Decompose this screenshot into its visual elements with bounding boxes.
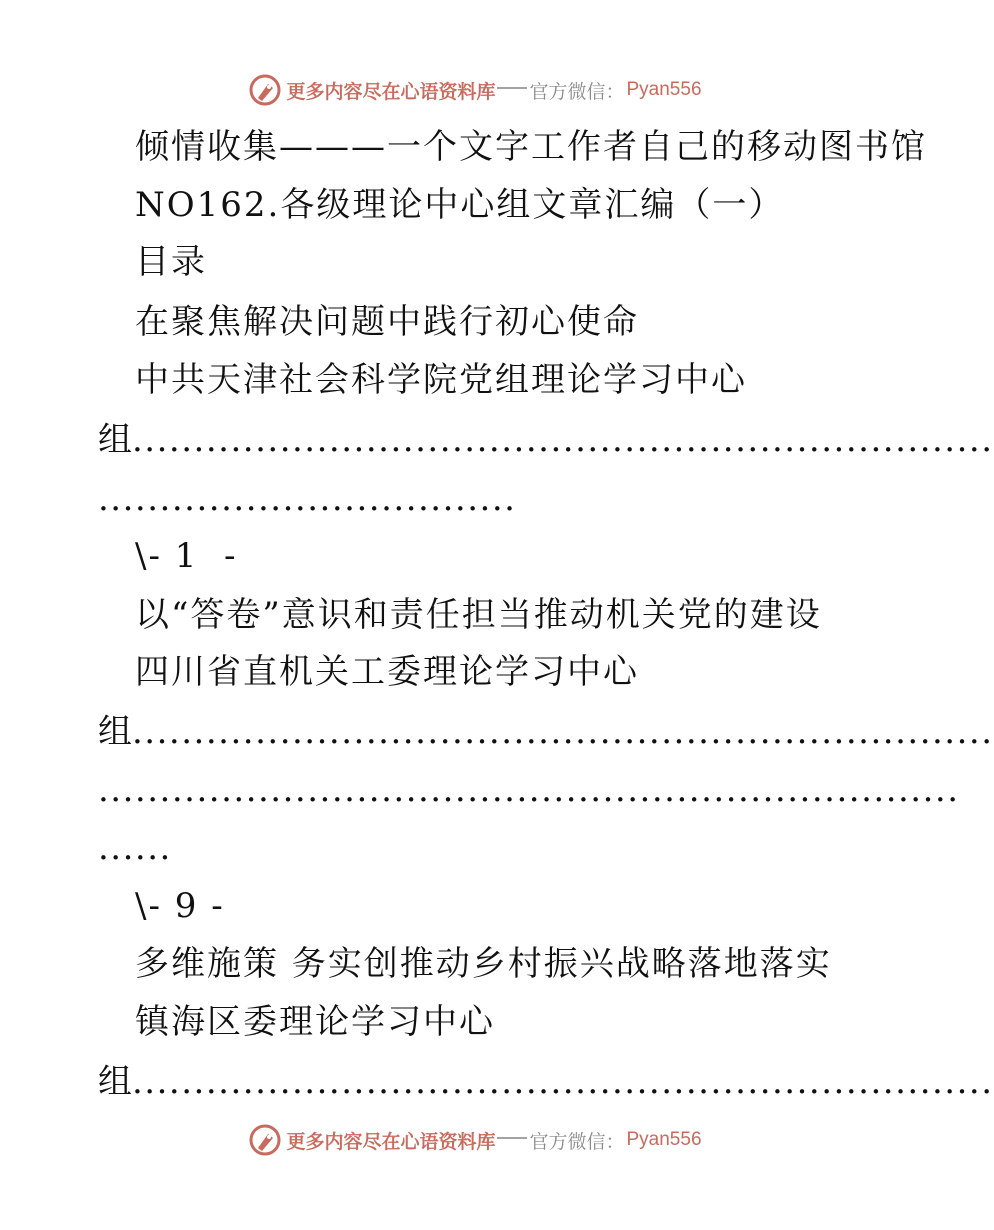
toc-entry-title[interactable]: 多维施策 务实创推动乡村振兴战略落地落实 xyxy=(135,944,832,984)
watermark-brand-text: 更多内容尽在心语资料库 xyxy=(286,1130,496,1153)
toc-leader-dots: ...................................................................... xyxy=(98,770,960,810)
toc-leader-dots: ...................................................................... xyxy=(132,712,994,752)
toc-leader-dots: ...... xyxy=(98,828,172,868)
toc-page-number: \- 1 - xyxy=(135,536,238,576)
toc-leader-dots: ...................................................................... xyxy=(132,1062,994,1102)
toc-entry-author: 中共天津社会科学院党组理论学习中心 xyxy=(135,360,747,400)
toc-entry-author-tail: 组 xyxy=(98,1062,134,1102)
toc-entry-author: 镇海区委理论学习中心 xyxy=(135,1002,495,1042)
toc-entry-author: 四川省直机关工委理论学习中心 xyxy=(135,652,639,692)
toc-leader-dots: .................................. xyxy=(98,479,517,519)
watermark-brand-text: 更多内容尽在心语资料库 xyxy=(286,80,496,103)
watermark-separator xyxy=(497,87,527,89)
toc-entry-title[interactable]: 在聚焦解决问题中践行初心使命 xyxy=(135,302,639,342)
document-title: NO162.各级理论中心组文章汇编（一） xyxy=(135,185,785,225)
watermark-wechat-label: 官方微信： xyxy=(529,80,625,103)
toc-page-number: \- 9 - xyxy=(135,886,225,926)
pen-nib-logo-icon xyxy=(248,73,282,107)
toc-entry-title[interactable]: 以“答卷”意识和责任担当推动机关党的建设 xyxy=(135,595,822,635)
watermark-wechat-label: 官方微信： xyxy=(529,1130,625,1153)
watermark-wechat-id: Pyan556 xyxy=(626,79,702,100)
toc-entry-author-tail: 组 xyxy=(98,712,134,752)
toc-heading: 目录 xyxy=(135,242,207,282)
toc-entry-author-tail: 组 xyxy=(98,420,134,460)
watermark-separator xyxy=(497,1137,527,1139)
pen-nib-logo-icon xyxy=(248,1123,282,1157)
collection-title: 倾情收集———一个文字工作者自己的移动图书馆 xyxy=(135,127,927,167)
footer-watermark xyxy=(0,1120,950,1160)
watermark-wechat-id: Pyan556 xyxy=(626,1129,702,1150)
toc-leader-dots: ...................................................................... xyxy=(132,420,994,460)
header-watermark xyxy=(0,70,950,110)
